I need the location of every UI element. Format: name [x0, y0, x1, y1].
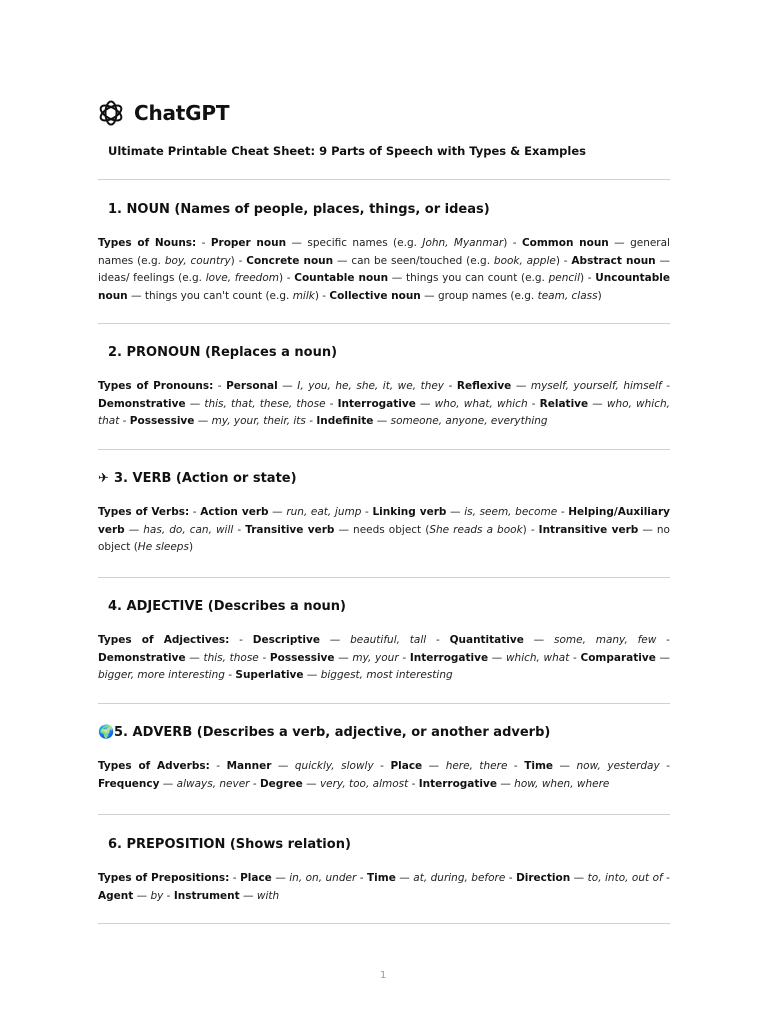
- type-description: specific names (e.g.: [307, 237, 423, 249]
- type-term: Abstract noun: [571, 254, 656, 267]
- type-term: Superlative: [235, 669, 304, 681]
- type-example: is, seem, become: [464, 506, 558, 518]
- section-heading: 6. PREPOSITION (Shows relation): [108, 837, 351, 852]
- type-example: bigger, more interesting: [98, 669, 225, 681]
- type-example: in, on, under: [289, 872, 357, 884]
- type-example: some, many, few: [554, 634, 657, 646]
- type-suffix: ): [522, 523, 527, 536]
- type-example: by: [150, 889, 164, 902]
- type-example: this, that, these, those: [204, 397, 326, 410]
- type-term: Degree: [259, 777, 303, 790]
- type-term: Agent: [98, 889, 134, 902]
- section-body: Types of Adverbs: - Manner — quickly, slowly - Place — here, there - Time — now, yesterday - Frequency — always, never - Degree — very, too, almost - Interrogative — how, when, where: [98, 760, 671, 790]
- types-label: Types of Nouns:: [98, 237, 197, 249]
- type-description: needs object (: [353, 523, 430, 536]
- type-suffix: ): [230, 254, 235, 267]
- type-term: Place: [240, 872, 272, 884]
- type-description: things you can't count (e.g.: [144, 289, 293, 302]
- type-term: Countable noun: [294, 272, 389, 284]
- section-heading: 4. ADJECTIVE (Describes a noun): [108, 599, 346, 614]
- type-description: can be seen/touched (e.g.: [351, 254, 494, 267]
- type-term: Descriptive: [252, 634, 320, 646]
- type-example: run, eat, jump: [286, 506, 362, 518]
- section-noun: [98, 201, 670, 305]
- type-example: my, your, their, its: [211, 415, 306, 427]
- types-label: Types of Prepositions:: [98, 872, 230, 884]
- type-example: my, your: [352, 651, 399, 664]
- type-term: Personal: [226, 380, 278, 392]
- type-example: to, into, out of: [587, 872, 663, 884]
- type-example: with: [256, 889, 280, 902]
- type-example: boy, country: [164, 254, 231, 267]
- brand-name: ChatGPT: [134, 101, 230, 125]
- section-adjective: [98, 598, 670, 685]
- type-example: love, freedom: [205, 272, 279, 284]
- type-suffix: ): [314, 289, 319, 302]
- type-example: milk: [292, 289, 315, 302]
- type-term: Concrete noun: [246, 254, 334, 267]
- type-example: always, never: [176, 777, 250, 790]
- type-example: which, what: [505, 651, 570, 664]
- type-example: She reads a book: [429, 523, 523, 536]
- type-term: Transitive verb: [245, 523, 335, 536]
- section-heading: 🌍5. ADVERB (Describes a verb, adjective, or another adverb): [98, 725, 551, 740]
- type-suffix: ): [503, 237, 508, 249]
- section-body: Types of Adjectives: - Descriptive — beautiful, tall - Quantitative — some, many, few - Demonstrative — this, those - Possessive — my, your - Interrogative — which, what - Comparative — bigger, more interesting - Superlative — biggest, most interesting: [98, 634, 671, 681]
- type-example: at, during, before: [413, 872, 506, 884]
- section-body: Types of Verbs: - Action verb — run, eat, jump - Linking verb — is, seem, become - Helping/Auxiliary verb — has, do, can, will - Transitive verb — needs object (She reads a book) - Intransitive verb — no object (He sleeps): [98, 506, 670, 553]
- divider: [98, 814, 670, 815]
- type-example: quickly, slowly: [294, 760, 374, 772]
- divider: [98, 577, 670, 578]
- type-term: Relative: [539, 397, 589, 410]
- type-term: Frequency: [98, 777, 160, 790]
- type-example: now, yesterday: [576, 760, 660, 772]
- section-heading: 1. NOUN (Names of people, places, things, or ideas): [108, 202, 490, 217]
- divider: [98, 703, 670, 704]
- type-term: Uncountable noun: [98, 272, 670, 302]
- divider: [98, 179, 670, 180]
- type-term: Possessive: [129, 415, 195, 427]
- type-example: team, class: [537, 289, 598, 302]
- divider: [98, 449, 670, 450]
- types-label: Types of Pronouns:: [98, 380, 214, 392]
- type-example: I, you, he, she, it, we, they: [297, 380, 445, 392]
- type-example: pencil: [548, 272, 580, 284]
- type-term: Demonstrative: [98, 651, 186, 664]
- type-term: Instrument: [173, 889, 240, 902]
- type-example: very, too, almost: [319, 777, 409, 790]
- section-body: Types of Nouns: - Proper noun — specific names (e.g. John, Myanmar) - Common noun — general names (e.g. boy, country) - Concrete noun — can be seen/touched (e.g. book, apple) - Abstract noun — ideas/ feelings (e.g. love, freedom) - Countable noun — things you can count (e.g. pencil) - Uncountable noun — things you can't count (e.g. milk) - Collective noun — group names (e.g. team, class): [98, 237, 670, 302]
- section-body: Types of Pronouns: - Personal — I, you, he, she, it, we, they - Reflexive — myself, yourself, himself - Demonstrative — this, that, these, those - Interrogative — who, what, which - Relative — who, which, that - Possessive — my, your, their, its - Indefinite — someone, anyone, everything: [98, 380, 670, 427]
- type-description: ideas/ feelings (e.g.: [98, 272, 206, 284]
- section-preposition: [98, 836, 670, 905]
- type-example: someone, anyone, everything: [390, 415, 548, 427]
- type-term: Interrogative: [409, 651, 489, 664]
- type-suffix: ): [555, 254, 560, 267]
- type-example: here, there: [445, 760, 508, 772]
- type-term: Demonstrative: [98, 397, 186, 410]
- page-number: 1: [380, 970, 387, 981]
- section-heading: ✈ 3. VERB (Action or state): [98, 471, 297, 486]
- type-term: Helping/Auxiliary verb: [98, 506, 670, 536]
- globe-icon: 🌍: [98, 725, 115, 740]
- section-pronoun: [98, 344, 670, 431]
- type-example: John, Myanmar: [422, 237, 504, 249]
- types-label: Types of Adjectives:: [98, 634, 230, 646]
- divider: [98, 323, 670, 324]
- type-term: Indefinite: [316, 415, 374, 427]
- airplane-icon: ✈: [98, 471, 109, 486]
- type-suffix: ): [597, 289, 602, 302]
- section-body: Types of Prepositions: - Place — in, on, under - Time — at, during, before - Direction — to, into, out of - Agent — by - Instrument — with: [98, 872, 670, 902]
- type-term: Time: [367, 872, 396, 884]
- type-term: Interrogative: [418, 777, 497, 790]
- type-example: how, when, where: [514, 777, 610, 790]
- types-label: Types of Verbs:: [98, 506, 190, 518]
- type-term: Direction: [516, 872, 571, 884]
- type-term: Collective noun: [329, 289, 421, 302]
- type-description: group names (e.g.: [437, 289, 538, 302]
- openai-logo-icon: [97, 99, 125, 127]
- type-term: Common noun: [521, 237, 609, 249]
- type-term: Time: [524, 760, 554, 772]
- type-example: He sleeps: [137, 541, 189, 553]
- type-term: Action verb: [200, 506, 269, 518]
- type-term: Manner: [226, 760, 272, 772]
- type-example: has, do, can, will: [143, 523, 234, 536]
- type-term: Comparative: [580, 651, 656, 664]
- type-term: Linking verb: [372, 506, 447, 518]
- type-example: who, which, that: [98, 397, 670, 427]
- type-suffix: ): [188, 541, 194, 553]
- document-title: Ultimate Printable Cheat Sheet: 9 Parts of Speech with Types & Examples: [108, 144, 586, 158]
- brand-header: [97, 99, 229, 127]
- type-description: no object (: [98, 523, 670, 553]
- type-example: myself, yourself, himself: [530, 380, 662, 392]
- section-adverb: [98, 724, 670, 793]
- type-example: beautiful, tall: [350, 634, 427, 646]
- types-label: Types of Adverbs:: [98, 760, 210, 772]
- type-example: biggest, most interesting: [320, 669, 453, 681]
- type-example: this, those: [203, 651, 259, 664]
- type-description: general names (e.g.: [98, 237, 670, 267]
- type-term: Intransitive verb: [538, 523, 639, 536]
- type-suffix: ): [278, 272, 284, 284]
- type-term: Proper noun: [210, 237, 287, 249]
- type-term: Possessive: [269, 651, 335, 664]
- type-description: things you can count (e.g.: [406, 272, 549, 284]
- type-suffix: ): [579, 272, 585, 284]
- divider: [98, 923, 670, 924]
- type-term: Interrogative: [337, 397, 416, 410]
- type-term: Place: [390, 760, 423, 772]
- type-term: Quantitative: [449, 634, 524, 646]
- type-term: Reflexive: [456, 380, 512, 392]
- section-heading: 2. PRONOUN (Replaces a noun): [108, 345, 338, 360]
- type-example: book, apple: [493, 254, 556, 267]
- type-example: who, what, which: [434, 397, 528, 410]
- section-verb: [98, 470, 670, 557]
